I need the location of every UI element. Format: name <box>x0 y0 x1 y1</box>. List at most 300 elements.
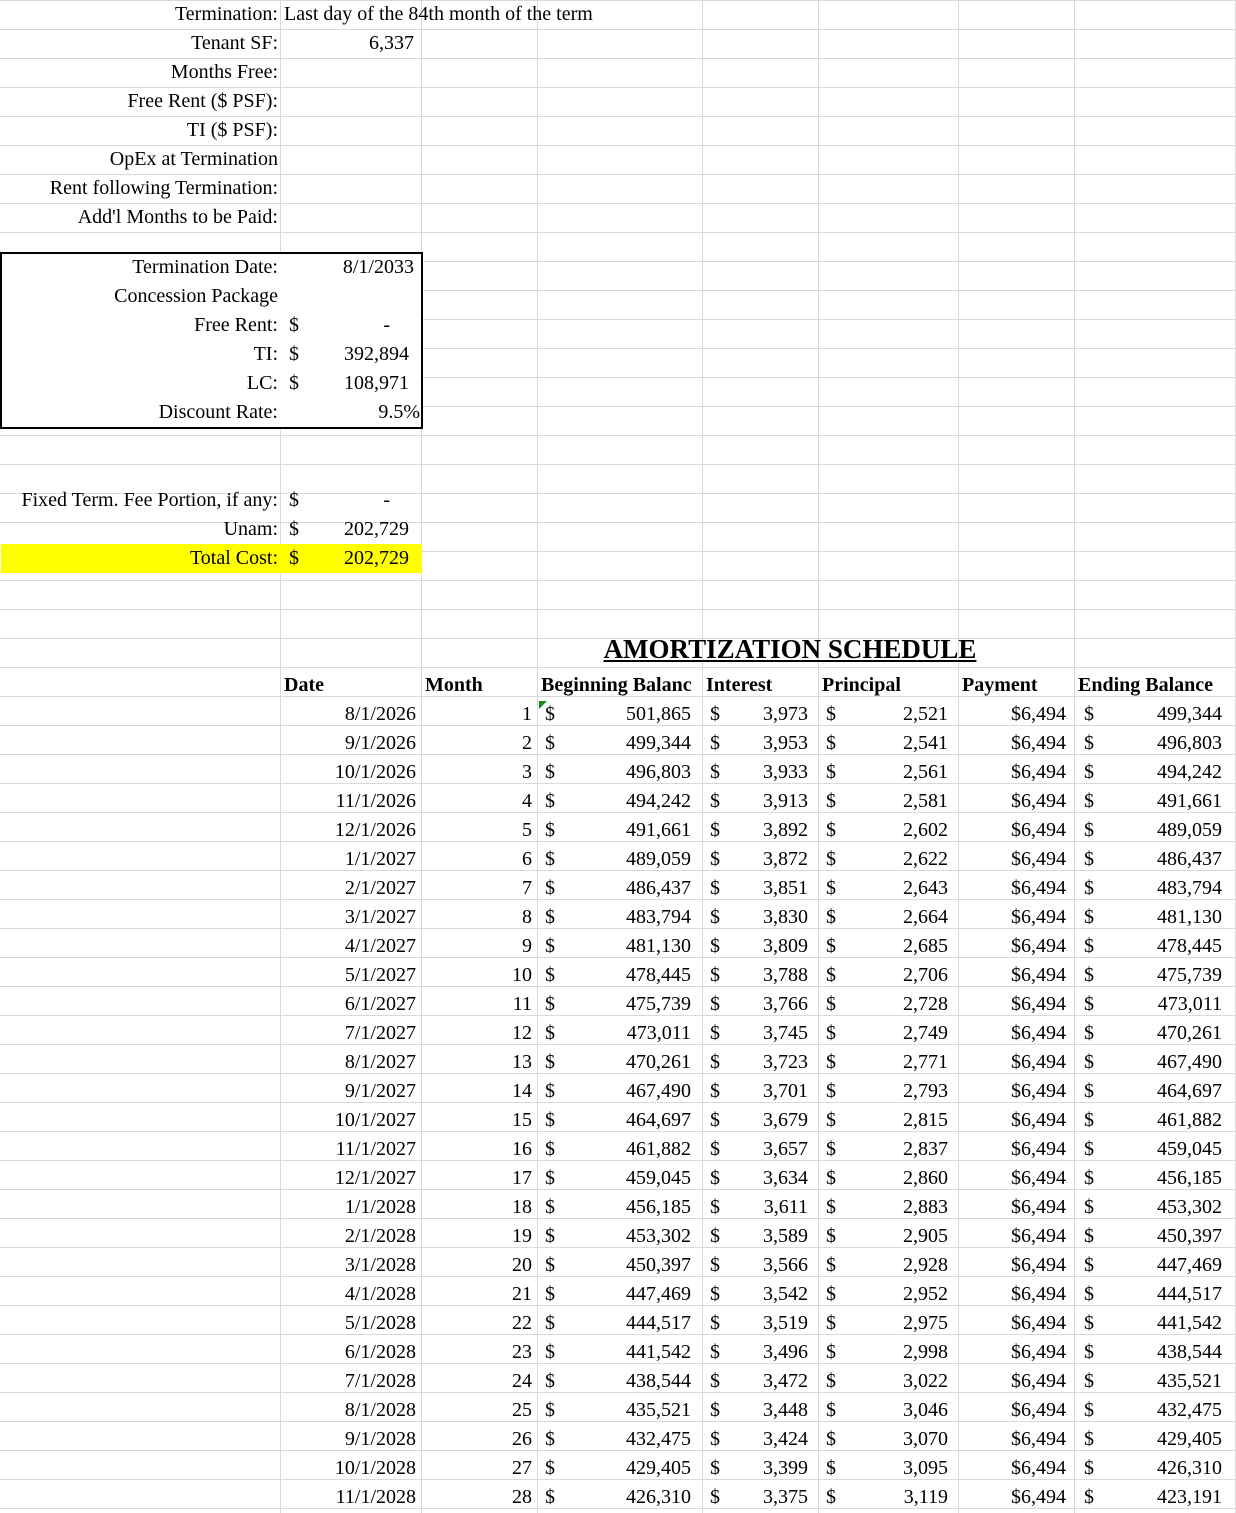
row-interest[interactable]: 3,542 <box>763 1283 808 1305</box>
row-ending-currency[interactable]: $ <box>1084 1312 1094 1334</box>
row-date[interactable]: 9/1/2028 <box>344 1428 416 1450</box>
row-begin-currency[interactable]: $ <box>545 1370 555 1392</box>
row-interest[interactable]: 3,611 <box>763 1196 808 1218</box>
row-date[interactable]: 6/1/2028 <box>344 1341 416 1363</box>
row-beginning-balance[interactable]: 483,794 <box>626 906 691 928</box>
row-beginning-balance[interactable]: 438,544 <box>626 1370 691 1392</box>
row-date[interactable]: 11/1/2026 <box>335 790 416 812</box>
row-begin-currency[interactable]: $ <box>545 1138 555 1160</box>
row-month[interactable]: 1 <box>522 703 532 725</box>
row-begin-currency[interactable]: $ <box>545 1457 555 1479</box>
row-payment[interactable]: $6,494 <box>1011 761 1066 783</box>
row-beginning-balance[interactable]: 450,397 <box>626 1254 691 1276</box>
row-begin-currency[interactable]: $ <box>545 732 555 754</box>
row-principal[interactable]: 2,928 <box>903 1254 948 1276</box>
row-principal[interactable]: 2,685 <box>903 935 948 957</box>
row-principal[interactable]: 2,664 <box>903 906 948 928</box>
row-interest-currency[interactable]: $ <box>710 732 720 754</box>
row-begin-currency[interactable]: $ <box>545 761 555 783</box>
row-begin-currency[interactable]: $ <box>545 790 555 812</box>
row-interest-currency[interactable]: $ <box>710 1312 720 1334</box>
row-begin-currency[interactable]: $ <box>545 1225 555 1247</box>
row-date[interactable]: 3/1/2028 <box>344 1254 416 1276</box>
row-month[interactable]: 9 <box>522 935 532 957</box>
row-date[interactable]: 5/1/2027 <box>344 964 416 986</box>
row-payment[interactable]: $6,494 <box>1011 1428 1066 1450</box>
row-month[interactable]: 2 <box>522 732 532 754</box>
row-interest[interactable]: 3,766 <box>763 993 808 1015</box>
row-ending-balance[interactable]: 475,739 <box>1157 964 1222 986</box>
row-date[interactable]: 2/1/2027 <box>344 877 416 899</box>
row-principal-currency[interactable]: $ <box>826 732 836 754</box>
row-payment[interactable]: $6,494 <box>1011 703 1066 725</box>
row-date[interactable]: 8/1/2027 <box>344 1051 416 1073</box>
row-begin-currency[interactable]: $ <box>545 964 555 986</box>
row-interest-currency[interactable]: $ <box>710 848 720 870</box>
row-ending-balance[interactable]: 499,344 <box>1157 703 1222 725</box>
row-principal[interactable]: 2,952 <box>903 1283 948 1305</box>
row-begin-currency[interactable]: $ <box>545 1051 555 1073</box>
row-ending-currency[interactable]: $ <box>1084 1225 1094 1247</box>
row-principal-currency[interactable]: $ <box>826 1138 836 1160</box>
row-interest-currency[interactable]: $ <box>710 761 720 783</box>
row-ending-currency[interactable]: $ <box>1084 761 1094 783</box>
row-interest-currency[interactable]: $ <box>710 1254 720 1276</box>
row-principal[interactable]: 2,581 <box>903 790 948 812</box>
row-beginning-balance[interactable]: 464,697 <box>626 1109 691 1131</box>
row-begin-currency[interactable]: $ <box>545 1167 555 1189</box>
row-month[interactable]: 20 <box>512 1254 532 1276</box>
row-interest-currency[interactable]: $ <box>710 935 720 957</box>
row-payment[interactable]: $6,494 <box>1011 1109 1066 1131</box>
row-beginning-balance[interactable]: 475,739 <box>626 993 691 1015</box>
row-principal-currency[interactable]: $ <box>826 964 836 986</box>
row-begin-currency[interactable]: $ <box>545 1109 555 1131</box>
discount-rate-value[interactable]: 9.5% <box>378 401 420 423</box>
row-interest[interactable]: 3,472 <box>763 1370 808 1392</box>
row-begin-currency[interactable]: $ <box>545 1486 555 1508</box>
row-date[interactable]: 7/1/2027 <box>344 1022 416 1044</box>
row-month[interactable]: 4 <box>522 790 532 812</box>
row-interest[interactable]: 3,679 <box>763 1109 808 1131</box>
row-ending-currency[interactable]: $ <box>1084 1080 1094 1102</box>
row-interest-currency[interactable]: $ <box>710 1486 720 1508</box>
row-interest[interactable]: 3,953 <box>763 732 808 754</box>
row-beginning-balance[interactable]: 459,045 <box>626 1167 691 1189</box>
row-month[interactable]: 21 <box>512 1283 532 1305</box>
row-interest-currency[interactable]: $ <box>710 1022 720 1044</box>
row-beginning-balance[interactable]: 444,517 <box>626 1312 691 1334</box>
row-principal-currency[interactable]: $ <box>826 1225 836 1247</box>
row-payment[interactable]: $6,494 <box>1011 1138 1066 1160</box>
row-ending-balance[interactable]: 426,310 <box>1157 1457 1222 1479</box>
row-principal-currency[interactable]: $ <box>826 935 836 957</box>
row-interest[interactable]: 3,851 <box>763 877 808 899</box>
row-beginning-balance[interactable]: 432,475 <box>626 1428 691 1450</box>
row-principal-currency[interactable]: $ <box>826 790 836 812</box>
row-interest-currency[interactable]: $ <box>710 1283 720 1305</box>
row-payment[interactable]: $6,494 <box>1011 906 1066 928</box>
row-month[interactable]: 23 <box>512 1341 532 1363</box>
row-date[interactable]: 9/1/2027 <box>344 1080 416 1102</box>
row-begin-currency[interactable]: $ <box>545 1428 555 1450</box>
row-interest-currency[interactable]: $ <box>710 703 720 725</box>
row-payment[interactable]: $6,494 <box>1011 1399 1066 1421</box>
total-cost-value[interactable]: 202,729 <box>344 547 409 569</box>
row-date[interactable]: 7/1/2028 <box>344 1370 416 1392</box>
row-payment[interactable]: $6,494 <box>1011 1341 1066 1363</box>
row-date[interactable]: 4/1/2028 <box>344 1283 416 1305</box>
row-ending-currency[interactable]: $ <box>1084 1051 1094 1073</box>
row-date[interactable]: 12/1/2026 <box>334 819 416 841</box>
row-beginning-balance[interactable]: 467,490 <box>626 1080 691 1102</box>
row-principal[interactable]: 3,095 <box>903 1457 948 1479</box>
row-interest-currency[interactable]: $ <box>710 993 720 1015</box>
row-month[interactable]: 15 <box>512 1109 532 1131</box>
row-begin-currency[interactable]: $ <box>545 819 555 841</box>
row-ending-balance[interactable]: 447,469 <box>1157 1254 1222 1276</box>
row-month[interactable]: 28 <box>512 1486 532 1508</box>
row-interest-currency[interactable]: $ <box>710 790 720 812</box>
row-interest-currency[interactable]: $ <box>710 964 720 986</box>
row-begin-currency[interactable]: $ <box>545 906 555 928</box>
row-date[interactable]: 10/1/2027 <box>334 1109 416 1131</box>
row-payment[interactable]: $6,494 <box>1011 1167 1066 1189</box>
row-principal[interactable]: 2,905 <box>903 1225 948 1247</box>
termination-value[interactable]: Last day of the 84th month of the term <box>284 3 593 25</box>
row-ending-balance[interactable]: 444,517 <box>1157 1283 1222 1305</box>
fixed-fee-value[interactable]: - <box>383 489 390 511</box>
row-principal[interactable]: 2,815 <box>903 1109 948 1131</box>
row-beginning-balance[interactable]: 501,865 <box>626 703 691 725</box>
row-interest[interactable]: 3,723 <box>763 1051 808 1073</box>
row-interest[interactable]: 3,830 <box>763 906 808 928</box>
row-principal-currency[interactable]: $ <box>826 1486 836 1508</box>
row-date[interactable]: 10/1/2028 <box>334 1457 416 1479</box>
row-ending-currency[interactable]: $ <box>1084 1283 1094 1305</box>
row-principal[interactable]: 2,883 <box>903 1196 948 1218</box>
row-payment[interactable]: $6,494 <box>1011 877 1066 899</box>
row-ending-balance[interactable]: 429,405 <box>1157 1428 1222 1450</box>
row-principal-currency[interactable]: $ <box>826 819 836 841</box>
row-ending-currency[interactable]: $ <box>1084 848 1094 870</box>
free-rent-value[interactable]: - <box>383 314 390 336</box>
row-begin-currency[interactable]: $ <box>545 1080 555 1102</box>
row-ending-currency[interactable]: $ <box>1084 1428 1094 1450</box>
row-interest-currency[interactable]: $ <box>710 1370 720 1392</box>
row-ending-balance[interactable]: 467,490 <box>1157 1051 1222 1073</box>
row-month[interactable]: 6 <box>522 848 532 870</box>
row-date[interactable]: 9/1/2026 <box>344 732 416 754</box>
row-principal-currency[interactable]: $ <box>826 993 836 1015</box>
row-ending-currency[interactable]: $ <box>1084 1138 1094 1160</box>
row-beginning-balance[interactable]: 435,521 <box>626 1399 691 1421</box>
row-principal[interactable]: 2,793 <box>903 1080 948 1102</box>
row-date[interactable]: 5/1/2028 <box>344 1312 416 1334</box>
row-interest-currency[interactable]: $ <box>710 1051 720 1073</box>
row-date[interactable]: 12/1/2027 <box>334 1167 416 1189</box>
row-ending-balance[interactable]: 491,661 <box>1157 790 1222 812</box>
row-interest[interactable]: 3,872 <box>763 848 808 870</box>
row-ending-currency[interactable]: $ <box>1084 1196 1094 1218</box>
row-begin-currency[interactable]: $ <box>545 1254 555 1276</box>
row-ending-balance[interactable]: 464,697 <box>1157 1080 1222 1102</box>
row-beginning-balance[interactable]: 481,130 <box>626 935 691 957</box>
row-beginning-balance[interactable]: 496,803 <box>626 761 691 783</box>
lc-value[interactable]: 108,971 <box>344 372 409 394</box>
row-beginning-balance[interactable]: 453,302 <box>626 1225 691 1247</box>
row-principal-currency[interactable]: $ <box>826 906 836 928</box>
row-interest[interactable]: 3,892 <box>763 819 808 841</box>
row-interest[interactable]: 3,519 <box>763 1312 808 1334</box>
tenant-sf-value[interactable]: 6,337 <box>369 32 414 54</box>
row-beginning-balance[interactable]: 499,344 <box>626 732 691 754</box>
row-payment[interactable]: $6,494 <box>1011 1225 1066 1247</box>
row-date[interactable]: 4/1/2027 <box>344 935 416 957</box>
row-beginning-balance[interactable]: 470,261 <box>626 1051 691 1073</box>
row-interest-currency[interactable]: $ <box>710 906 720 928</box>
row-begin-currency[interactable]: $ <box>545 877 555 899</box>
row-principal[interactable]: 3,119 <box>903 1486 948 1508</box>
row-principal[interactable]: 2,622 <box>903 848 948 870</box>
row-beginning-balance[interactable]: 489,059 <box>626 848 691 870</box>
row-month[interactable]: 26 <box>512 1428 532 1450</box>
row-date[interactable]: 8/1/2026 <box>344 703 416 725</box>
row-ending-balance[interactable]: 481,130 <box>1157 906 1222 928</box>
row-interest[interactable]: 3,634 <box>763 1167 808 1189</box>
row-interest[interactable]: 3,745 <box>763 1022 808 1044</box>
row-month[interactable]: 25 <box>512 1399 532 1421</box>
row-date[interactable]: 1/1/2027 <box>344 848 416 870</box>
row-principal-currency[interactable]: $ <box>826 1196 836 1218</box>
row-ending-currency[interactable]: $ <box>1084 1254 1094 1276</box>
row-month[interactable]: 11 <box>512 993 532 1015</box>
row-principal[interactable]: 2,602 <box>903 819 948 841</box>
termination-date-value[interactable]: 8/1/2033 <box>342 256 414 278</box>
row-principal-currency[interactable]: $ <box>826 1457 836 1479</box>
row-ending-balance[interactable]: 432,475 <box>1157 1399 1222 1421</box>
row-month[interactable]: 8 <box>522 906 532 928</box>
row-principal-currency[interactable]: $ <box>826 1341 836 1363</box>
row-ending-balance[interactable]: 459,045 <box>1157 1138 1222 1160</box>
row-principal[interactable]: 2,998 <box>903 1341 948 1363</box>
row-interest[interactable]: 3,809 <box>763 935 808 957</box>
row-interest[interactable]: 3,973 <box>763 703 808 725</box>
row-ending-currency[interactable]: $ <box>1084 935 1094 957</box>
row-date[interactable]: 8/1/2028 <box>344 1399 416 1421</box>
row-ending-balance[interactable]: 486,437 <box>1157 848 1222 870</box>
row-payment[interactable]: $6,494 <box>1011 848 1066 870</box>
row-date[interactable]: 2/1/2028 <box>344 1225 416 1247</box>
row-begin-currency[interactable]: $ <box>545 1196 555 1218</box>
row-begin-currency[interactable]: $ <box>545 1399 555 1421</box>
row-date[interactable]: 11/1/2028 <box>335 1486 416 1508</box>
row-principal-currency[interactable]: $ <box>826 1051 836 1073</box>
row-payment[interactable]: $6,494 <box>1011 1486 1066 1508</box>
row-principal[interactable]: 2,643 <box>903 877 948 899</box>
row-interest-currency[interactable]: $ <box>710 1457 720 1479</box>
row-ending-balance[interactable]: 494,242 <box>1157 761 1222 783</box>
row-interest-currency[interactable]: $ <box>710 1428 720 1450</box>
row-ending-currency[interactable]: $ <box>1084 703 1094 725</box>
row-begin-currency[interactable]: $ <box>545 993 555 1015</box>
row-payment[interactable]: $6,494 <box>1011 993 1066 1015</box>
row-month[interactable]: 5 <box>522 819 532 841</box>
row-ending-balance[interactable]: 438,544 <box>1157 1341 1222 1363</box>
row-payment[interactable]: $6,494 <box>1011 964 1066 986</box>
row-begin-currency[interactable]: $ <box>545 1283 555 1305</box>
row-interest[interactable]: 3,496 <box>763 1341 808 1363</box>
row-interest-currency[interactable]: $ <box>710 1138 720 1160</box>
row-month[interactable]: 13 <box>512 1051 532 1073</box>
row-ending-balance[interactable]: 496,803 <box>1157 732 1222 754</box>
row-principal[interactable]: 2,541 <box>903 732 948 754</box>
row-ending-currency[interactable]: $ <box>1084 1457 1094 1479</box>
row-principal-currency[interactable]: $ <box>826 877 836 899</box>
row-date[interactable]: 11/1/2027 <box>335 1138 416 1160</box>
row-payment[interactable]: $6,494 <box>1011 1312 1066 1334</box>
row-month[interactable]: 19 <box>512 1225 532 1247</box>
row-principal-currency[interactable]: $ <box>826 1022 836 1044</box>
row-month[interactable]: 14 <box>512 1080 532 1102</box>
row-interest[interactable]: 3,448 <box>763 1399 808 1421</box>
row-payment[interactable]: $6,494 <box>1011 790 1066 812</box>
row-payment[interactable]: $6,494 <box>1011 1370 1066 1392</box>
row-payment[interactable]: $6,494 <box>1011 1022 1066 1044</box>
row-beginning-balance[interactable]: 461,882 <box>626 1138 691 1160</box>
ti-value[interactable]: 392,894 <box>344 343 409 365</box>
row-ending-currency[interactable]: $ <box>1084 906 1094 928</box>
row-ending-currency[interactable]: $ <box>1084 1109 1094 1131</box>
row-ending-currency[interactable]: $ <box>1084 1486 1094 1508</box>
row-month[interactable]: 12 <box>512 1022 532 1044</box>
row-interest[interactable]: 3,375 <box>763 1486 808 1508</box>
row-ending-balance[interactable]: 423,191 <box>1157 1486 1222 1508</box>
row-interest-currency[interactable]: $ <box>710 1399 720 1421</box>
row-beginning-balance[interactable]: 447,469 <box>626 1283 691 1305</box>
row-date[interactable]: 6/1/2027 <box>344 993 416 1015</box>
row-month[interactable]: 10 <box>512 964 532 986</box>
row-ending-balance[interactable]: 478,445 <box>1157 935 1222 957</box>
row-beginning-balance[interactable]: 478,445 <box>626 964 691 986</box>
row-payment[interactable]: $6,494 <box>1011 1080 1066 1102</box>
row-principal-currency[interactable]: $ <box>826 1399 836 1421</box>
row-interest[interactable]: 3,399 <box>763 1457 808 1479</box>
row-principal[interactable]: 2,706 <box>903 964 948 986</box>
row-ending-balance[interactable]: 441,542 <box>1157 1312 1222 1334</box>
row-begin-currency[interactable]: $ <box>545 1312 555 1334</box>
row-interest[interactable]: 3,566 <box>763 1254 808 1276</box>
row-interest[interactable]: 3,424 <box>763 1428 808 1450</box>
row-payment[interactable]: $6,494 <box>1011 819 1066 841</box>
row-ending-balance[interactable]: 483,794 <box>1157 877 1222 899</box>
row-beginning-balance[interactable]: 491,661 <box>626 819 691 841</box>
row-month[interactable]: 24 <box>512 1370 532 1392</box>
row-payment[interactable]: $6,494 <box>1011 1196 1066 1218</box>
row-date[interactable]: 10/1/2026 <box>334 761 416 783</box>
row-principal[interactable]: 2,837 <box>903 1138 948 1160</box>
row-begin-currency[interactable]: $ <box>545 935 555 957</box>
row-principal[interactable]: 2,521 <box>903 703 948 725</box>
row-interest[interactable]: 3,589 <box>763 1225 808 1247</box>
row-interest[interactable]: 3,788 <box>763 964 808 986</box>
row-ending-currency[interactable]: $ <box>1084 732 1094 754</box>
row-month[interactable]: 22 <box>512 1312 532 1334</box>
row-ending-currency[interactable]: $ <box>1084 877 1094 899</box>
row-interest-currency[interactable]: $ <box>710 1225 720 1247</box>
row-ending-currency[interactable]: $ <box>1084 1370 1094 1392</box>
row-principal-currency[interactable]: $ <box>826 1312 836 1334</box>
row-interest[interactable]: 3,933 <box>763 761 808 783</box>
row-beginning-balance[interactable]: 426,310 <box>626 1486 691 1508</box>
row-ending-currency[interactable]: $ <box>1084 819 1094 841</box>
row-interest-currency[interactable]: $ <box>710 1080 720 1102</box>
row-ending-balance[interactable]: 456,185 <box>1157 1167 1222 1189</box>
row-ending-balance[interactable]: 450,397 <box>1157 1225 1222 1247</box>
row-principal-currency[interactable]: $ <box>826 1167 836 1189</box>
row-principal-currency[interactable]: $ <box>826 761 836 783</box>
row-interest-currency[interactable]: $ <box>710 1167 720 1189</box>
row-principal[interactable]: 2,728 <box>903 993 948 1015</box>
row-ending-balance[interactable]: 461,882 <box>1157 1109 1222 1131</box>
row-principal-currency[interactable]: $ <box>826 1428 836 1450</box>
row-principal-currency[interactable]: $ <box>826 1080 836 1102</box>
row-ending-currency[interactable]: $ <box>1084 1341 1094 1363</box>
row-principal-currency[interactable]: $ <box>826 703 836 725</box>
row-principal[interactable]: 2,749 <box>903 1022 948 1044</box>
row-principal[interactable]: 2,975 <box>903 1312 948 1334</box>
row-payment[interactable]: $6,494 <box>1011 1457 1066 1479</box>
row-principal[interactable]: 2,561 <box>903 761 948 783</box>
row-principal[interactable]: 3,046 <box>903 1399 948 1421</box>
row-ending-currency[interactable]: $ <box>1084 964 1094 986</box>
row-interest-currency[interactable]: $ <box>710 819 720 841</box>
row-month[interactable]: 16 <box>512 1138 532 1160</box>
row-begin-currency[interactable]: $ <box>545 848 555 870</box>
row-ending-balance[interactable]: 473,011 <box>1157 993 1222 1015</box>
row-begin-currency[interactable]: $ <box>545 703 555 725</box>
row-ending-balance[interactable]: 470,261 <box>1157 1022 1222 1044</box>
row-beginning-balance[interactable]: 473,011 <box>626 1022 691 1044</box>
row-ending-currency[interactable]: $ <box>1084 1022 1094 1044</box>
row-beginning-balance[interactable]: 441,542 <box>626 1341 691 1363</box>
row-interest-currency[interactable]: $ <box>710 1341 720 1363</box>
row-payment[interactable]: $6,494 <box>1011 1254 1066 1276</box>
row-interest-currency[interactable]: $ <box>710 1196 720 1218</box>
row-interest[interactable]: 3,913 <box>763 790 808 812</box>
row-principal-currency[interactable]: $ <box>826 1254 836 1276</box>
row-principal[interactable]: 3,070 <box>903 1428 948 1450</box>
row-principal-currency[interactable]: $ <box>826 1283 836 1305</box>
row-beginning-balance[interactable]: 429,405 <box>626 1457 691 1479</box>
row-month[interactable]: 18 <box>512 1196 532 1218</box>
row-month[interactable]: 27 <box>512 1457 532 1479</box>
row-beginning-balance[interactable]: 456,185 <box>626 1196 691 1218</box>
row-beginning-balance[interactable]: 486,437 <box>626 877 691 899</box>
row-ending-balance[interactable]: 435,521 <box>1157 1370 1222 1392</box>
row-interest-currency[interactable]: $ <box>710 1109 720 1131</box>
row-ending-currency[interactable]: $ <box>1084 790 1094 812</box>
row-month[interactable]: 17 <box>512 1167 532 1189</box>
row-ending-currency[interactable]: $ <box>1084 1399 1094 1421</box>
row-principal[interactable]: 3,022 <box>903 1370 948 1392</box>
row-ending-balance[interactable]: 489,059 <box>1157 819 1222 841</box>
row-beginning-balance[interactable]: 494,242 <box>626 790 691 812</box>
row-payment[interactable]: $6,494 <box>1011 935 1066 957</box>
row-month[interactable]: 3 <box>522 761 532 783</box>
row-begin-currency[interactable]: $ <box>545 1022 555 1044</box>
row-ending-balance[interactable]: 453,302 <box>1157 1196 1222 1218</box>
